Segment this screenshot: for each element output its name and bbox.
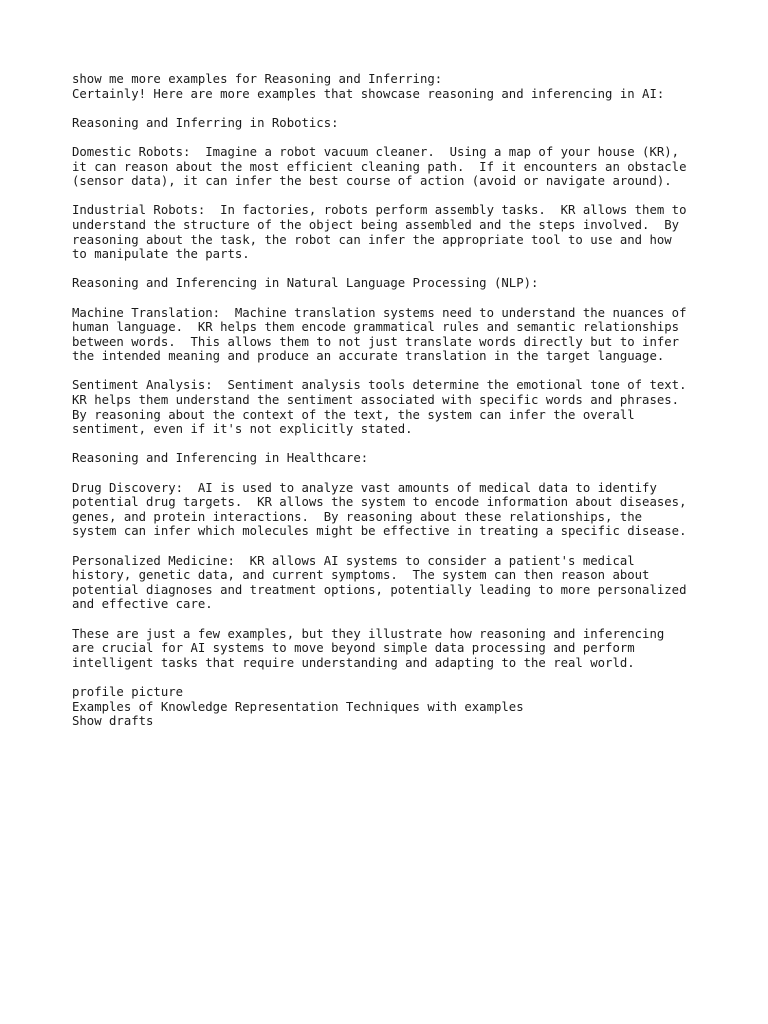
section-heading-robotics [72, 116, 712, 131]
show-drafts-label: Show drafts [72, 714, 154, 729]
paragraph-gap [72, 130, 712, 145]
text-line: Reasoning and Inferencing in Healthcare: [72, 451, 369, 466]
text-line: Drug Discovery: AI is used to analyze vast amounts of medical data to identify [72, 480, 657, 495]
paragraph-conclusion [72, 627, 712, 671]
paragraph-gap [72, 466, 712, 481]
text-line: reasoning about the task, the robot can infer the appropriate tool to use and how [72, 232, 672, 247]
paragraph-sentiment-analysis [72, 378, 712, 436]
text-line: (sensor data), it can infer the best course of action (avoid or navigate around). [72, 174, 672, 189]
paragraph-personalized-medicine [72, 554, 712, 612]
text-line: Personalized Medicine: KR allows AI systems to consider a patient's medical [72, 553, 635, 568]
text-line: system can infer which molecules might be effective in treating a specific disease. [72, 524, 687, 539]
text-line: intelligent tasks that require understanding and adapting to the real world. [72, 655, 635, 670]
paragraph-gap [72, 670, 712, 685]
text-line: Industrial Robots: In factories, robots perform assembly tasks. KR allows them to [72, 203, 687, 218]
text-line: Sentiment Analysis: Sentiment analysis tools determine the emotional tone of text. [72, 378, 687, 393]
section-heading-nlp [72, 276, 712, 291]
text-line: genes, and protein interactions. By reasoning about these relationships, the [72, 509, 643, 524]
paragraph-gap [72, 539, 712, 554]
text-line: sentiment, even if it's not explicitly stated. [72, 422, 413, 437]
text-line: KR helps them understand the sentiment associated with specific words and phrases. [72, 393, 680, 408]
section-heading-healthcare [72, 451, 712, 466]
prompt-block [72, 72, 712, 101]
paragraph-domestic-robots [72, 145, 712, 189]
paragraph-gap [72, 364, 712, 379]
text-line: between words. This allows them to not just translate words directly but to infer [72, 334, 680, 349]
paragraph-gap [72, 189, 712, 204]
profile-picture-label: profile picture [72, 684, 184, 699]
paragraph-industrial-robots [72, 203, 712, 261]
text-line: it can reason about the most efficient cleaning path. If it encounters an obstacle [72, 159, 687, 174]
text-line: the intended meaning and produce an accurate translation in the target language. [72, 349, 665, 364]
text-line: Certainly! Here are more examples that showcase reasoning and inferencing in AI: [72, 86, 665, 101]
paragraph-gap [72, 262, 712, 277]
text-line: Reasoning and Inferring in Robotics: [72, 115, 339, 130]
footer-block [72, 685, 712, 729]
text-line: Reasoning and Inferencing in Natural Language Processing (NLP): [72, 276, 539, 291]
text-line: These are just a few examples, but they illustrate how reasoning and inferencing [72, 626, 665, 641]
text-line: to manipulate the parts. [72, 247, 250, 262]
paragraph-gap [72, 101, 712, 116]
paragraph-machine-translation [72, 306, 712, 364]
text-line: understand the structure of the object being assembled and the steps involved. By [72, 217, 680, 232]
text-line: show me more examples for Reasoning and Inferring: [72, 72, 443, 86]
text-line: potential diagnoses and treatment options, potentially leading to more personalized [72, 582, 687, 597]
text-line: Domestic Robots: Imagine a robot vacuum cleaner. Using a map of your house (KR), [72, 144, 680, 159]
text-line: human language. KR helps them encode grammatical rules and semantic relationships [72, 320, 680, 335]
paragraph-drug-discovery [72, 481, 712, 539]
text-line: and effective care. [72, 597, 213, 612]
next-prompt-text: Examples of Knowledge Representation Techniques with examples [72, 699, 524, 714]
paragraph-gap [72, 437, 712, 452]
text-line: are crucial for AI systems to move beyond simple data processing and perform [72, 641, 635, 656]
paragraph-gap [72, 291, 712, 306]
text-line: By reasoning about the context of the text, the system can infer the overall [72, 407, 635, 422]
text-line: history, genetic data, and current symptoms. The system can then reason about [72, 568, 650, 583]
text-line: Machine Translation: Machine translation systems need to understand the nuances of [72, 305, 687, 320]
paragraph-gap [72, 612, 712, 627]
document-page [72, 72, 712, 729]
text-line: potential drug targets. KR allows the system to encode information about diseases, [72, 495, 687, 510]
